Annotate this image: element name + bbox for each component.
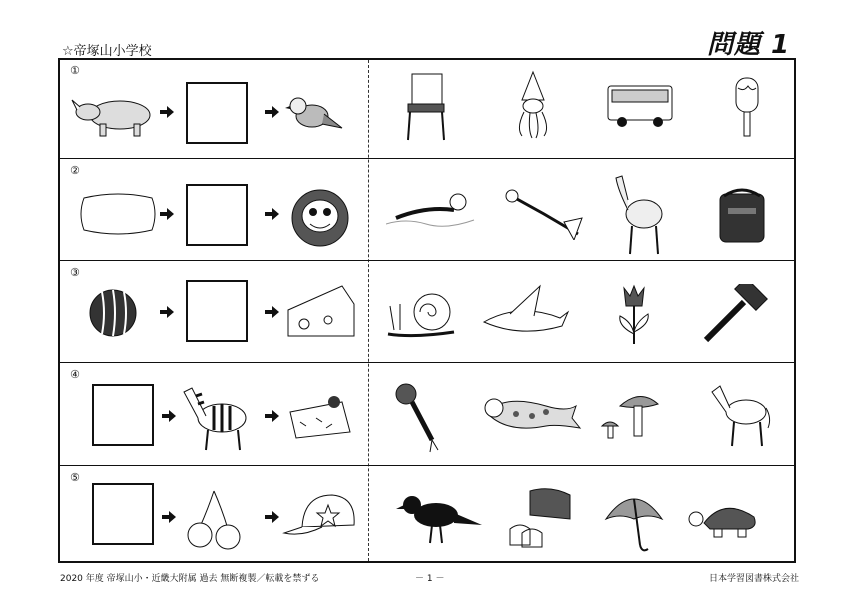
row-separator bbox=[60, 158, 794, 159]
mushroom-icon bbox=[600, 388, 662, 444]
row-separator bbox=[60, 465, 794, 466]
arrow-right-icon bbox=[160, 208, 174, 220]
row-number: ③ bbox=[70, 266, 80, 279]
question-row-2 bbox=[60, 160, 794, 260]
arrow-right-icon bbox=[265, 208, 279, 220]
question-row-1 bbox=[60, 60, 794, 158]
row-number: ② bbox=[70, 164, 80, 177]
cherries-icon bbox=[186, 489, 244, 551]
arrow-right-icon bbox=[265, 511, 279, 523]
row-separator bbox=[60, 260, 794, 261]
question-row-3 bbox=[60, 262, 794, 362]
rhino-icon bbox=[70, 90, 160, 140]
bus-icon bbox=[606, 80, 676, 130]
cap-icon bbox=[282, 491, 358, 541]
arrow-right-icon bbox=[265, 306, 279, 318]
seal-icon bbox=[476, 390, 584, 440]
horse-icon bbox=[710, 378, 774, 450]
arrow-right-icon bbox=[162, 511, 176, 523]
question-row-4 bbox=[60, 364, 794, 465]
publisher-name: 日本学習図書株式会社 bbox=[709, 574, 800, 584]
camel-icon bbox=[608, 170, 672, 256]
swimmer-icon bbox=[386, 188, 476, 238]
tulip-icon bbox=[612, 282, 656, 346]
question-row-5 bbox=[60, 467, 794, 561]
sparrow-icon bbox=[284, 92, 344, 136]
zebra-icon bbox=[178, 382, 252, 452]
popsicle-icon bbox=[726, 76, 766, 140]
answer-box[interactable] bbox=[186, 280, 248, 342]
row-separator bbox=[60, 362, 794, 363]
arrow-right-icon bbox=[160, 106, 174, 118]
row-number: ⑤ bbox=[70, 471, 80, 484]
picnic-mat-icon bbox=[286, 392, 352, 440]
snail-icon bbox=[384, 286, 460, 340]
arrow-right-icon bbox=[265, 410, 279, 422]
hammer-icon bbox=[700, 284, 770, 344]
microphone-icon bbox=[394, 382, 442, 454]
row-number: ① bbox=[70, 64, 80, 77]
watermelon-icon bbox=[88, 288, 138, 338]
school-name: ☆帝塚山小学校 bbox=[62, 44, 152, 59]
arrow-right-icon bbox=[265, 106, 279, 118]
page-number: － 1 － bbox=[415, 574, 445, 584]
answer-box[interactable] bbox=[186, 82, 248, 144]
pillow-icon bbox=[78, 190, 158, 236]
seagull-icon bbox=[480, 282, 572, 342]
answer-box[interactable] bbox=[92, 384, 154, 446]
arrow-right-icon bbox=[160, 306, 174, 318]
problem-title: 問題 1 bbox=[707, 30, 791, 60]
school-backpack-icon bbox=[714, 184, 772, 246]
footer-copyright: 2020 年度 帝塚山小・近畿大附属 過去 無断複製／転載を禁ずる bbox=[60, 574, 320, 584]
daruma-icon bbox=[288, 184, 352, 248]
row-number: ④ bbox=[70, 368, 80, 381]
arrow-right-icon bbox=[162, 410, 176, 422]
squid-icon bbox=[508, 70, 558, 142]
crow-icon bbox=[396, 493, 484, 547]
answer-box[interactable] bbox=[92, 483, 154, 545]
chair-icon bbox=[402, 72, 452, 142]
cheese-icon bbox=[284, 280, 358, 340]
bread-icon bbox=[506, 485, 578, 551]
answer-box[interactable] bbox=[186, 184, 248, 246]
umbrella-icon bbox=[600, 485, 668, 557]
trumpet-icon bbox=[504, 184, 584, 240]
turtle-icon bbox=[688, 497, 774, 541]
